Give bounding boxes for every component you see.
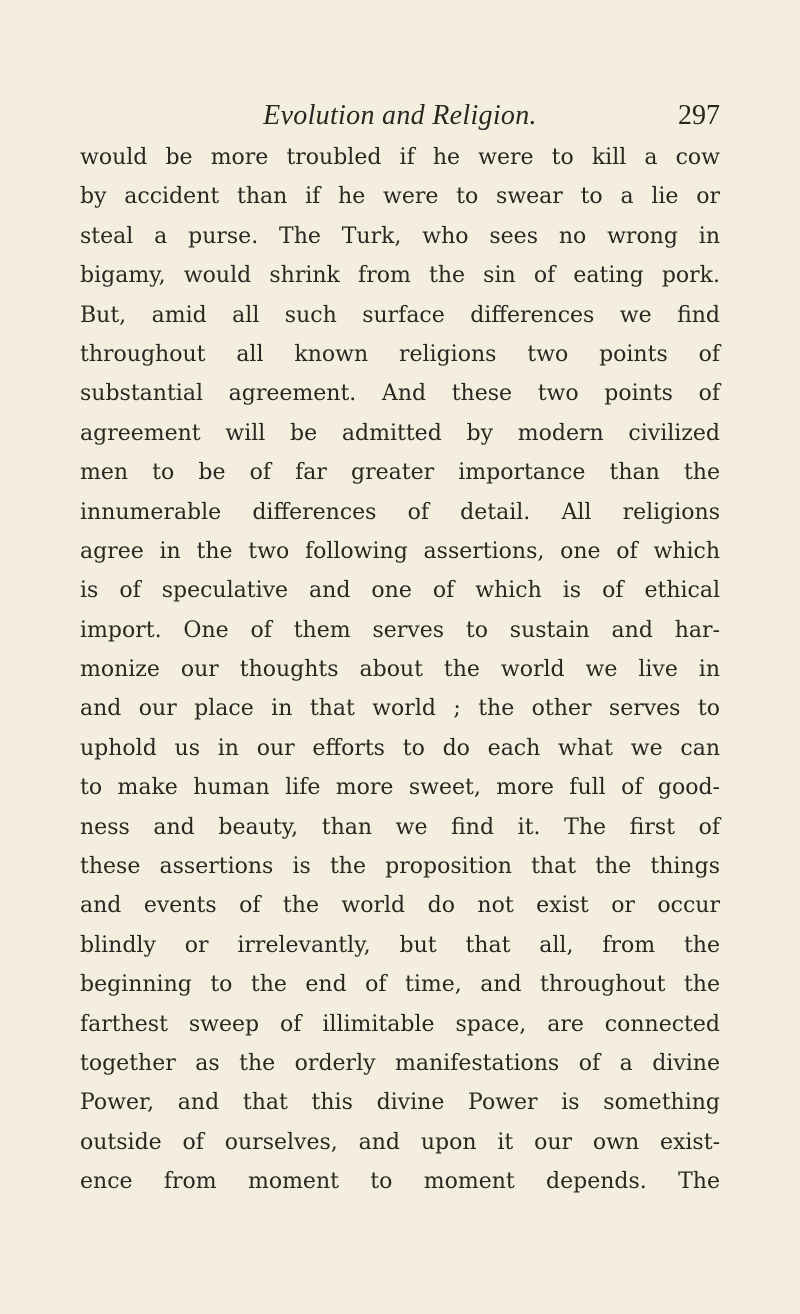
text-line: by accident than if he were to swear to a lie or [80,184,720,210]
text-line: But, amid all such surface differences we find [80,302,720,328]
text-line: to make human life more sweet, more full of good- [80,775,720,801]
text-line: together as the orderly manifestations of a divine [80,1050,720,1076]
text-line: agreement will be admitted by modern civilized [80,420,720,446]
text-line: farthest sweep of illimitable space, are connected [80,1011,720,1037]
body-text [80,138,720,1202]
text-line: and events of the world do not exist or occur [80,893,720,919]
text-line: outside of ourselves, and upon it our own exist- [80,1129,720,1155]
text-line: is of speculative and one of which is of ethical [80,578,720,604]
text-line: blindly or irrelevantly, but that all, from the [80,932,720,958]
text-line: substantial agreement. And these two points of [80,381,720,407]
text-line: import. One of them serves to sustain and har- [80,617,720,643]
text-line: bigamy, would shrink from the sin of eating pork. [80,263,720,289]
text-line: innumerable differences of detail. All religions [80,499,720,525]
text-line: throughout all known religions two points of [80,341,720,367]
text-line: and our place in that world ; the other serves to [80,696,720,722]
running-head [80,96,720,136]
text-line: ness and beauty, than we find it. The first of [80,814,720,840]
running-title: Evolution and Religion. [263,100,537,131]
text-line: would be more troubled if he were to kill a cow [80,145,720,170]
text-line: ence from moment to moment depends. The [80,1169,720,1195]
text-line: steal a purse. The Turk, who sees no wrong in [80,223,720,249]
text-line: uphold us in our efforts to do each what we can [80,735,720,761]
text-line: beginning to the end of time, and throughout the [80,972,720,998]
page-number: 297 [678,100,720,131]
text-line: monize our thoughts about the world we live in [80,657,720,683]
text-line: these assertions is the proposition that the things [80,854,720,880]
text-line: agree in the two following assertions, one of which [80,538,720,564]
text-line: Power, and that this divine Power is something [80,1090,720,1116]
text-line: men to be of far greater importance than the [80,460,720,486]
